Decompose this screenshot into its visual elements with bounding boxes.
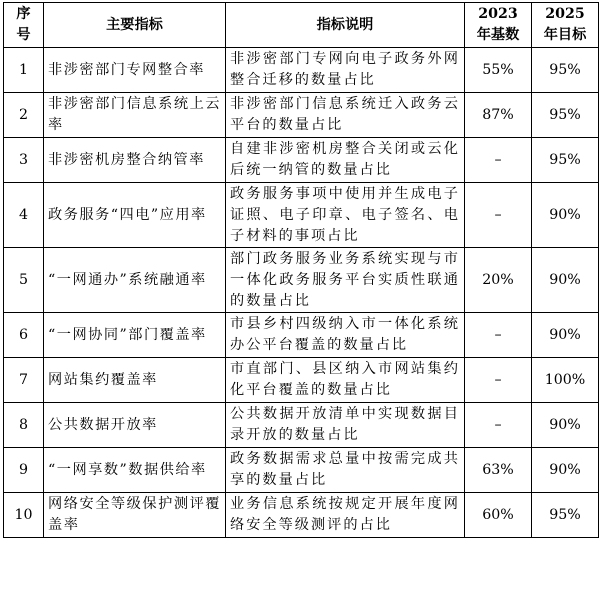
row-base-2023: – — [465, 183, 532, 248]
row-target-2025: 100% — [532, 358, 599, 403]
row-index: 8 — [4, 403, 44, 448]
row-description: 市直部门、县区纳入市网站集约化平台覆盖的数量占比 — [226, 358, 465, 403]
table-row — [4, 248, 599, 313]
row-index: 4 — [4, 183, 44, 248]
table-header-row — [4, 3, 599, 48]
header-index-line1: 序 — [16, 6, 31, 22]
header-base-2023 — [465, 3, 532, 48]
row-target-2025: 95% — [532, 93, 599, 138]
header-index-line2: 号 — [16, 27, 31, 43]
row-description: 公共数据开放清单中实现数据目录开放的数量占比 — [226, 403, 465, 448]
header-indicator: 主要指标 — [44, 3, 226, 48]
table-row — [4, 403, 599, 448]
row-description: 政务服务事项中使用并生成电子证照、电子印章、电子签名、电子材料的事项占比 — [226, 183, 465, 248]
row-indicator: “一网享数”数据供给率 — [44, 448, 226, 493]
row-indicator: 非涉密机房整合纳管率 — [44, 138, 226, 183]
row-base-2023: – — [465, 313, 532, 358]
row-indicator: 网站集约覆盖率 — [44, 358, 226, 403]
table-row — [4, 493, 599, 538]
row-base-2023: 63% — [465, 448, 532, 493]
row-target-2025: 95% — [532, 493, 599, 538]
row-description: 非涉密部门专网向电子政务外网整合迁移的数量占比 — [226, 48, 465, 93]
row-index: 1 — [4, 48, 44, 93]
row-indicator: 网络安全等级保护测评覆盖率 — [44, 493, 226, 538]
table-row — [4, 448, 599, 493]
row-indicator: 公共数据开放率 — [44, 403, 226, 448]
row-description: 市县乡村四级纳入市一体化系统办公平台覆盖的数量占比 — [226, 313, 465, 358]
table-row — [4, 93, 599, 138]
row-base-2023: 20% — [465, 248, 532, 313]
row-base-2023: 55% — [465, 48, 532, 93]
row-indicator: 政务服务“四电”应用率 — [44, 183, 226, 248]
row-index: 9 — [4, 448, 44, 493]
row-target-2025: 90% — [532, 403, 599, 448]
row-description: 业务信息系统按规定开展年度网络安全等级测评的占比 — [226, 493, 465, 538]
row-indicator: “一网协同”部门覆盖率 — [44, 313, 226, 358]
row-indicator: 非涉密部门信息系统上云率 — [44, 93, 226, 138]
row-indicator: “一网通办”系统融通率 — [44, 248, 226, 313]
row-description: 政务数据需求总量中按需完成共享的数量占比 — [226, 448, 465, 493]
row-index: 2 — [4, 93, 44, 138]
indicator-table — [3, 2, 599, 538]
row-base-2023: – — [465, 138, 532, 183]
row-target-2025: 95% — [532, 138, 599, 183]
header-index — [4, 3, 44, 48]
header-description: 指标说明 — [226, 3, 465, 48]
row-index: 7 — [4, 358, 44, 403]
header-target-line1: 2025 — [545, 6, 585, 22]
row-description: 部门政务服务业务系统实现与市一体化政务服务平台实质性联通的数量占比 — [226, 248, 465, 313]
row-description: 非涉密部门信息系统迁入政务云平台的数量占比 — [226, 93, 465, 138]
row-index: 10 — [4, 493, 44, 538]
row-index: 6 — [4, 313, 44, 358]
table-row — [4, 138, 599, 183]
row-base-2023: – — [465, 403, 532, 448]
row-target-2025: 90% — [532, 248, 599, 313]
header-target-line2: 年目标 — [543, 27, 587, 43]
table-row — [4, 183, 599, 248]
row-target-2025: 90% — [532, 448, 599, 493]
row-base-2023: 87% — [465, 93, 532, 138]
row-index: 3 — [4, 138, 44, 183]
table-row — [4, 48, 599, 93]
header-base-line2: 年基数 — [476, 27, 520, 43]
row-target-2025: 90% — [532, 183, 599, 248]
row-index: 5 — [4, 248, 44, 313]
row-base-2023: 60% — [465, 493, 532, 538]
row-indicator: 非涉密部门专网整合率 — [44, 48, 226, 93]
row-base-2023: – — [465, 358, 532, 403]
header-base-line1: 2023 — [478, 6, 518, 22]
row-description: 自建非涉密机房整合关闭或云化后统一纳管的数量占比 — [226, 138, 465, 183]
row-target-2025: 95% — [532, 48, 599, 93]
table-row — [4, 313, 599, 358]
row-target-2025: 90% — [532, 313, 599, 358]
header-target-2025 — [532, 3, 599, 48]
table-row — [4, 358, 599, 403]
